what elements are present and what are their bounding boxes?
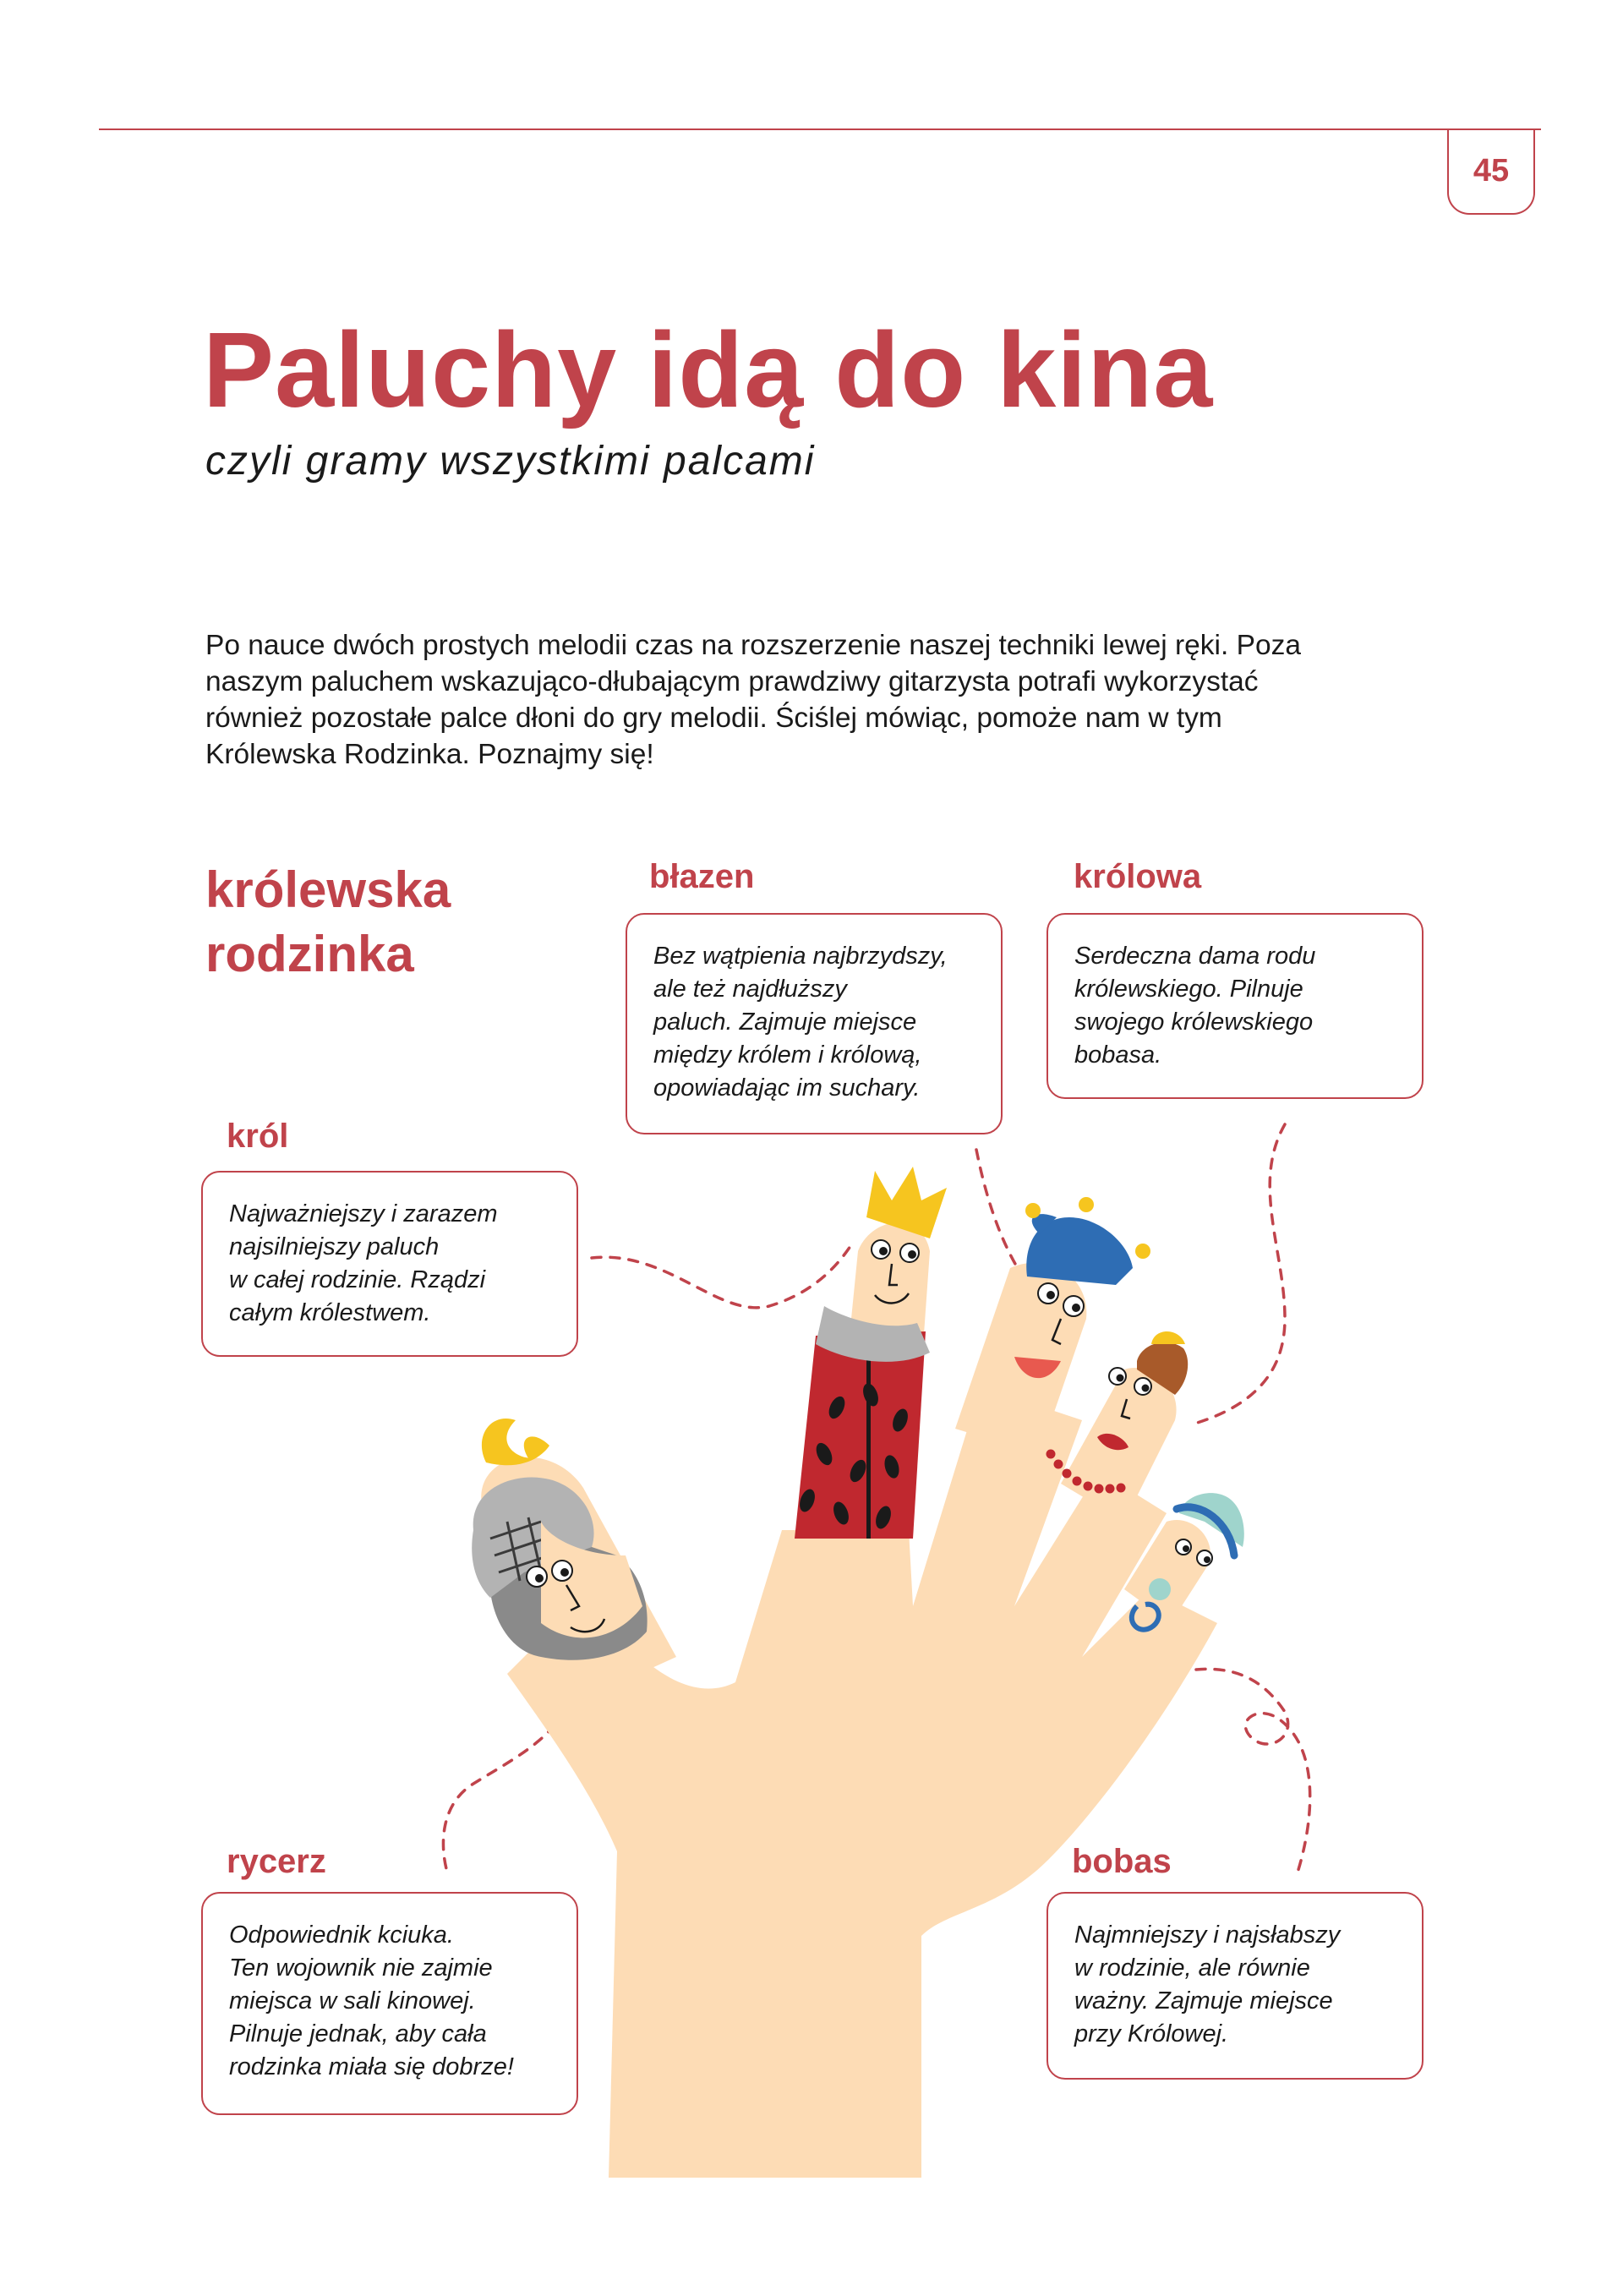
robe-seam: [866, 1353, 871, 1539]
page-number: 45: [1447, 128, 1535, 215]
intro-line: naszym paluchem wskazująco-dłubającym prawdziwy gitarzysta potrafi wykorzystać: [205, 666, 1259, 697]
label-krol: król: [227, 1118, 289, 1155]
card-krol: Najważniejszy i zarazem najsilniejszy paluch w całej rodzinie. Rządzi całym królestwem.: [201, 1171, 578, 1357]
rycerz-character: [472, 1419, 647, 1660]
page-subtitle: czyli gramy wszystkimi palcami: [205, 439, 816, 484]
knight-plume: [482, 1419, 549, 1465]
pacifier: [1149, 1578, 1171, 1600]
label-krolowa: królowa: [1074, 858, 1202, 895]
connector-blazen: [976, 1150, 1019, 1270]
card-bobas: Najmniejszy i najsłabszy w rodzinie, ale równie ważny. Zajmuje miejsce przy Królowej.: [1046, 1892, 1424, 2080]
connector-rycerz: [443, 1709, 565, 1875]
page-title: Paluchy idą do kina: [203, 310, 1214, 429]
connector-krol: [592, 1241, 854, 1308]
card-rycerz: Odpowiednik kciuka. Ten wojownik nie zajmie miejsca w sali kinowej. Pilnuje jednak, aby cała rodzinka miała się dobrze!: [201, 1892, 578, 2115]
intro-line: Po nauce dwóch prostych melodii czas na rozszerzenie naszej techniki lewej ręki. Poza: [205, 630, 1301, 661]
connector-bobas: [1196, 1669, 1310, 1872]
section-heading: królewska rodzinka: [205, 861, 451, 982]
card-blazen: Bez wątpienia najbrzydszy, ale też najdłuższy paluch. Zajmuje miejsce między królem i królową, opowiadając im suchary.: [626, 913, 1003, 1134]
label-rycerz: rycerz: [227, 1843, 326, 1880]
krol-character: [795, 1167, 947, 1539]
intro-line: również pozostałe palce dłoni do gry melodii. Ściślej mówiąc, pomoże nam w tym: [205, 702, 1222, 734]
queen-crown: [1151, 1331, 1185, 1344]
card-krolowa: Serdeczna dama rodu królewskiego. Pilnuje swojego królewskiego bobasa.: [1046, 913, 1424, 1099]
crown: [866, 1167, 947, 1238]
connector-krolowa: [1192, 1124, 1285, 1424]
label-blazen: błazen: [649, 858, 755, 895]
intro-line: Królewska Rodzinka. Poznajmy się!: [205, 739, 654, 770]
label-bobas: bobas: [1072, 1843, 1172, 1880]
king-robe: [795, 1331, 926, 1539]
